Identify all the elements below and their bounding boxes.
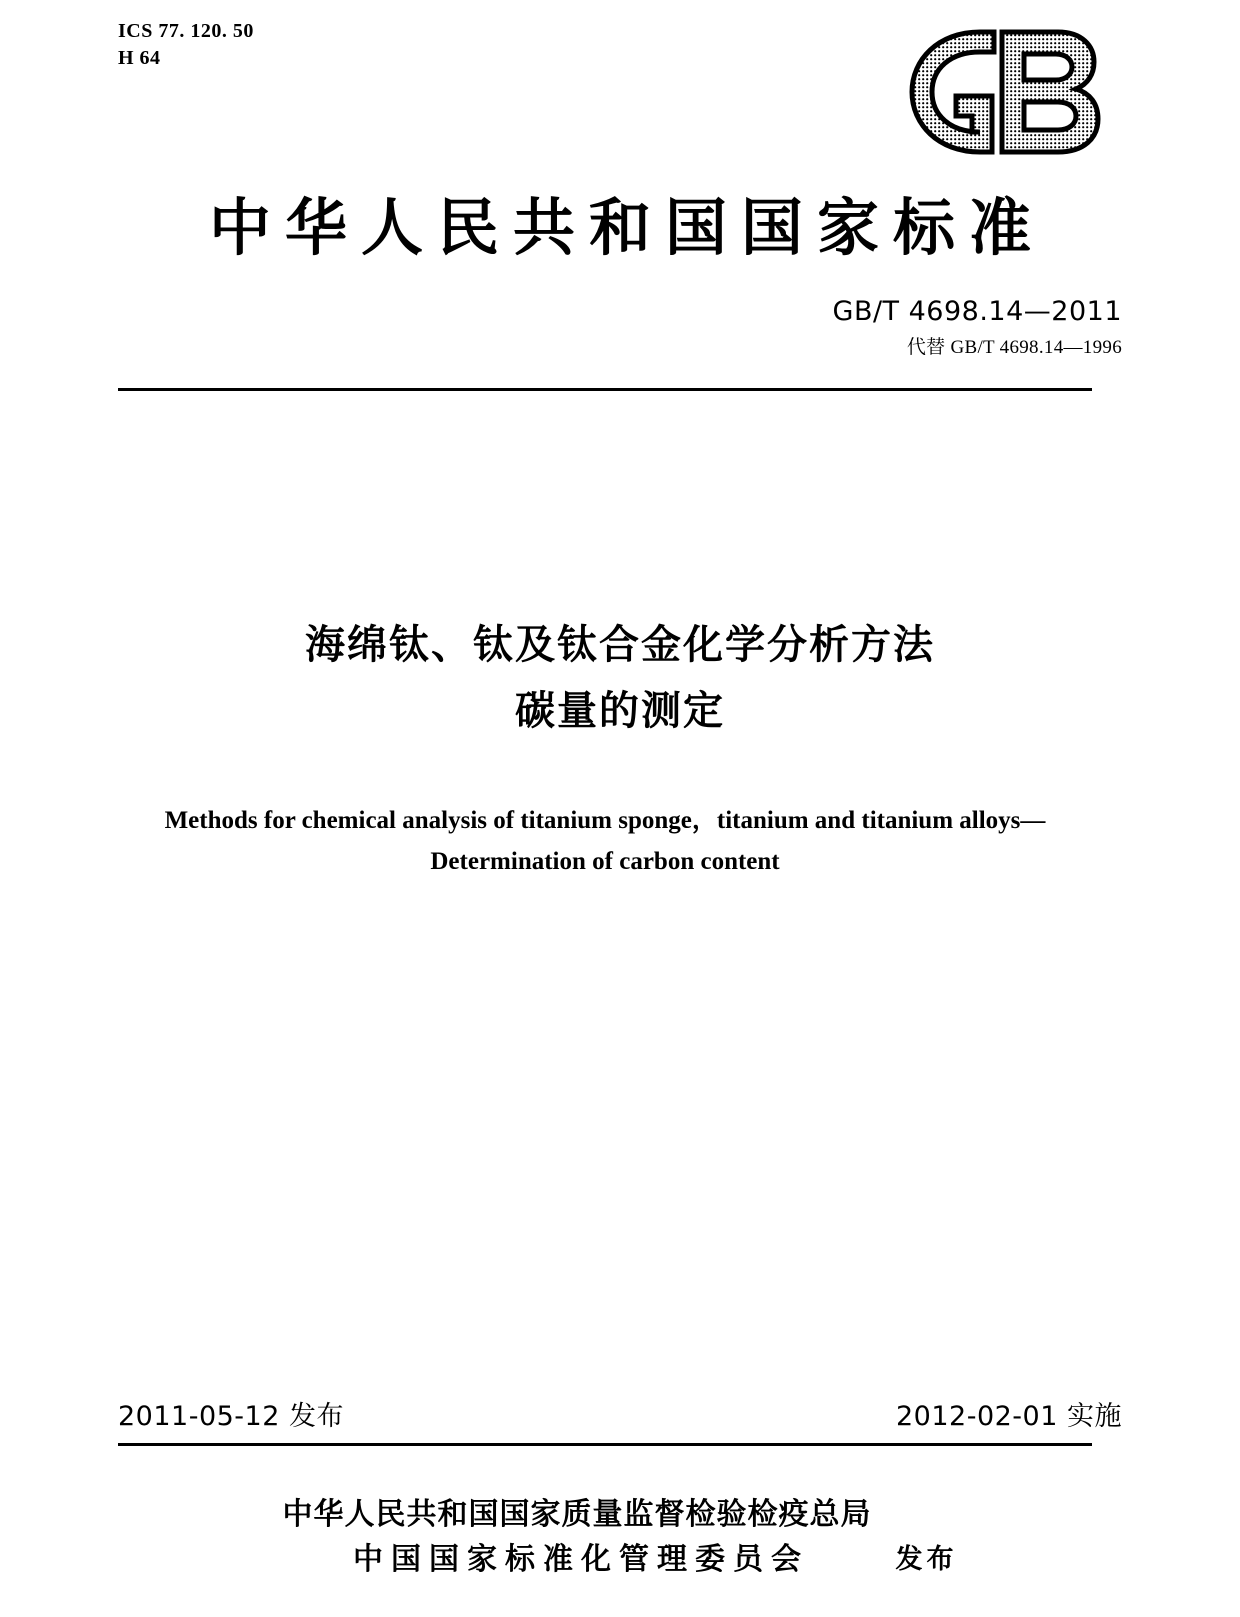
- standard-replaces: 代替 GB/T 4698.14—1996: [906, 337, 1122, 358]
- document-title-en-line1: Methods for chemical analysis of titanium sponge，titanium and titanium alloys—: [164, 807, 1046, 834]
- document-title-cn-line1: 海绵钛、钛及钛合金化学分析方法: [305, 622, 935, 668]
- header-divider: [118, 388, 1092, 391]
- issuing-authority: [0, 1492, 1240, 1582]
- page-title: 中华人民共和国国家标准: [208, 191, 1045, 264]
- issue-date: 2011-05-12 发布: [118, 1401, 344, 1432]
- issuing-authority-line2: 中国国家标准化管理委员会: [353, 1542, 809, 1577]
- document-title-en-line2: Determination of carbon content: [430, 848, 780, 876]
- implementation-date: 2012-02-01 实施: [896, 1401, 1122, 1432]
- gb-emblem-icon: [882, 22, 1132, 162]
- footer-divider: [118, 1443, 1092, 1446]
- document-title-cn: [0, 612, 1240, 744]
- standard-number: GB/T 4698.14—2011: [832, 296, 1122, 327]
- document-title-en: [118, 800, 1092, 883]
- issuing-authority-verb: 发布: [895, 1544, 958, 1575]
- classification-codes: [118, 18, 254, 72]
- document-title-cn-line2: 碳量的测定: [515, 688, 725, 734]
- ics-code: ICS 77. 120. 50: [118, 20, 254, 42]
- issuing-authority-names: [283, 1492, 872, 1582]
- china-standard-classification-code: H 64: [118, 47, 161, 69]
- issuing-authority-line1: 中华人民共和国国家质量监督检验检疫总局: [282, 1497, 872, 1532]
